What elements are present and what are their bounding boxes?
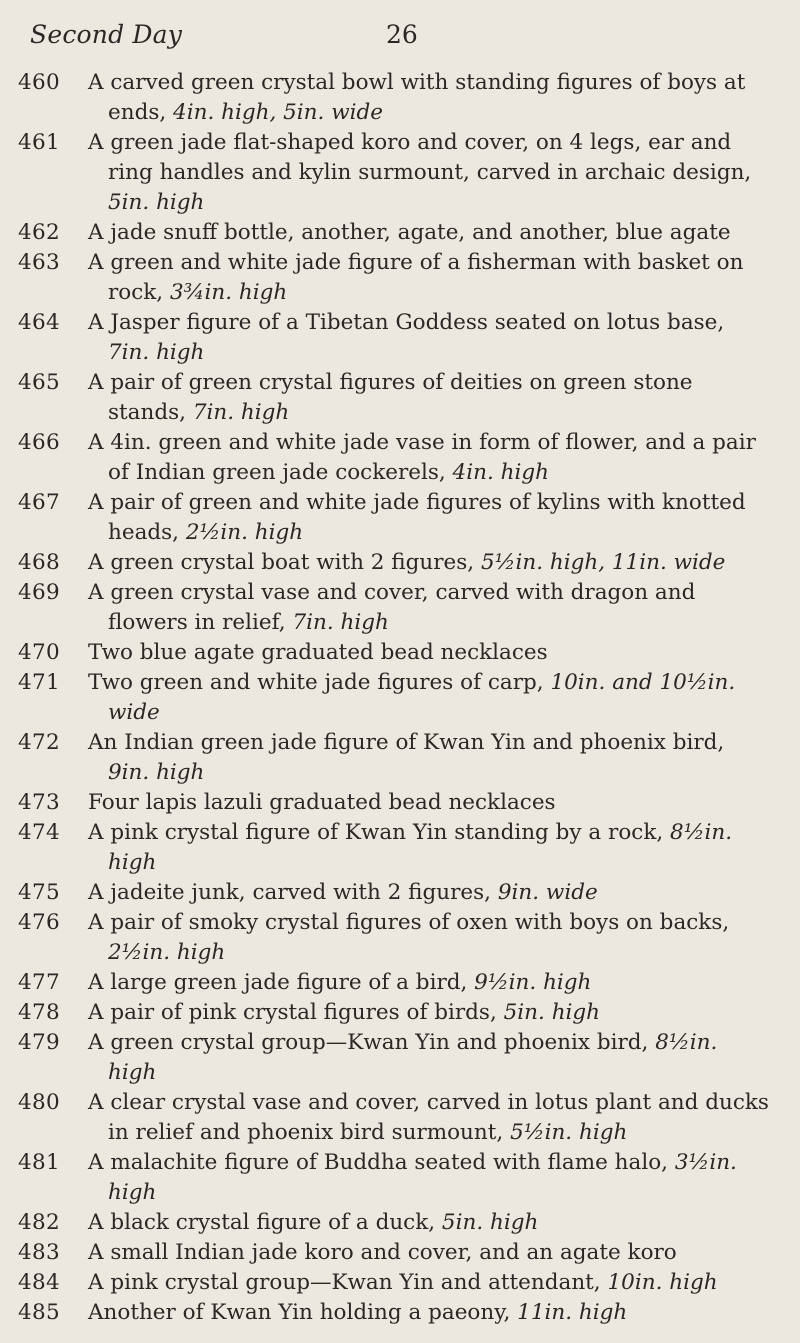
- lot-dimensions: 7in. high: [192, 400, 290, 425]
- lot-entry: [0, 248, 770, 308]
- lot-text: A black crystal figure of a duck,: [88, 1210, 442, 1235]
- lot-text: A carved green crystal bowl with standing figures of boys at ends,: [88, 70, 746, 125]
- lot-text: A pair of green and white jade figures of kylins with knotted heads,: [88, 490, 746, 545]
- lot-text: A clear crystal vase and cover, carved in lotus plant and ducks in relief and phoenix bird surmount,: [88, 1090, 769, 1145]
- lot-description: [88, 128, 770, 218]
- lot-dimensions: 5in. high: [108, 190, 205, 215]
- lot-number: 472: [18, 730, 60, 755]
- lot-dimensions: 8½in. high: [108, 1030, 718, 1085]
- lot-number: 463: [18, 250, 60, 275]
- lot-entry: [0, 428, 770, 488]
- lot-dimensions: 2½in. high: [185, 520, 304, 545]
- lot-number: 479: [18, 1030, 60, 1055]
- lot-number: 485: [18, 1300, 60, 1325]
- lot-dimensions: 8½in. high: [108, 820, 733, 875]
- lot-number: 468: [18, 550, 60, 575]
- lot-entry: [0, 878, 770, 908]
- lot-entry: [0, 488, 770, 548]
- lot-entry: [0, 998, 770, 1028]
- lot-dimensions: 3½in. high: [108, 1150, 737, 1205]
- lot-description: [88, 1268, 770, 1298]
- lot-dimensions: 4in. high: [452, 460, 549, 485]
- lot-dimensions: 5½in. high: [510, 1120, 628, 1145]
- lot-list: [0, 68, 770, 1328]
- lot-entry: [0, 308, 770, 368]
- lot-text: A pair of smoky crystal figures of oxen with boys on backs,: [88, 910, 730, 935]
- lot-text: Two green and white jade figures of carp,: [88, 670, 551, 695]
- lot-text: A green jade flat-shaped koro and cover, on 4 legs, ear and ring handles and kylin surmount, carved in archaic design,: [88, 130, 752, 185]
- lot-number: 482: [18, 1210, 60, 1235]
- lot-number: 480: [18, 1090, 60, 1115]
- lot-text: A jade snuff bottle, another, agate, and another, blue agate: [88, 220, 731, 245]
- lot-description: [88, 1148, 770, 1208]
- lot-dimensions: 9in. wide: [497, 880, 598, 905]
- lot-entry: [0, 1208, 770, 1238]
- lot-text: A pink crystal figure of Kwan Yin standing by a rock,: [88, 820, 671, 845]
- lot-description: [88, 908, 770, 968]
- lot-number: 471: [18, 670, 60, 695]
- lot-description: [88, 578, 770, 638]
- lot-number: 477: [18, 970, 60, 995]
- lot-entry: [0, 668, 770, 728]
- lot-dimensions: 10in. high: [607, 1270, 718, 1295]
- lot-description: [88, 368, 770, 428]
- lot-entry: [0, 1268, 770, 1298]
- lot-description: [88, 728, 770, 788]
- lot-number: 460: [18, 70, 60, 95]
- lot-number: 484: [18, 1270, 60, 1295]
- lot-dimensions: 10in. and 10½in. wide: [108, 670, 736, 725]
- lot-dimensions: 5in. high: [441, 1210, 539, 1235]
- lot-number: 469: [18, 580, 60, 605]
- lot-number: 481: [18, 1150, 60, 1175]
- lot-description: [88, 1088, 770, 1148]
- lot-description: [88, 248, 770, 308]
- lot-dimensions: 11in. high: [517, 1300, 628, 1325]
- lot-dimensions: 7in. high: [292, 610, 389, 635]
- lot-number: 473: [18, 790, 60, 815]
- section-title: Second Day: [30, 20, 183, 49]
- lot-description: [88, 428, 770, 488]
- lot-entry: [0, 368, 770, 428]
- lot-number: 467: [18, 490, 60, 515]
- lot-text: Four lapis lazuli graduated bead necklaces: [88, 790, 556, 815]
- lot-number: 461: [18, 130, 60, 155]
- lot-entry: [0, 578, 770, 638]
- lot-text: A malachite figure of Buddha seated with flame halo,: [88, 1150, 675, 1175]
- lot-dimensions: 2½in. high: [108, 940, 226, 965]
- lot-entry: [0, 638, 770, 668]
- lot-entry: [0, 908, 770, 968]
- lot-text: A pair of pink crystal figures of birds,: [88, 1000, 504, 1025]
- lot-text: A 4in. green and white jade vase in form of flower, and a pair of Indian green jade cockerels,: [88, 430, 756, 485]
- lot-number: 462: [18, 220, 60, 245]
- lot-description: [88, 968, 770, 998]
- lot-description: [88, 638, 770, 668]
- lot-text: A Jasper figure of a Tibetan Goddess seated on lotus base,: [88, 310, 725, 335]
- lot-description: [88, 218, 770, 248]
- lot-description: [88, 308, 770, 368]
- lot-dimensions: 9½in. high: [474, 970, 592, 995]
- lot-number: 464: [18, 310, 60, 335]
- lot-entry: [0, 788, 770, 818]
- lot-dimensions: 4in. high, 5in. wide: [173, 100, 383, 125]
- lot-text: A pink crystal group—Kwan Yin and attendant,: [88, 1270, 608, 1295]
- lot-dimensions: 3¾in. high: [169, 280, 288, 305]
- lot-description: [88, 1238, 770, 1268]
- lot-description: [88, 878, 770, 908]
- lot-entry: [0, 1028, 770, 1088]
- lot-text: A green crystal vase and cover, carved with dragon and flowers in relief,: [88, 580, 696, 635]
- lot-entry: [0, 1148, 770, 1208]
- lot-number: 478: [18, 1000, 60, 1025]
- lot-text: A large green jade figure of a bird,: [88, 970, 475, 995]
- lot-description: [88, 488, 770, 548]
- lot-number: 466: [18, 430, 60, 455]
- lot-text: A green and white jade figure of a fisherman with basket on rock,: [88, 250, 744, 305]
- lot-text: A green crystal group—Kwan Yin and phoenix bird,: [88, 1030, 656, 1055]
- lot-description: [88, 818, 770, 878]
- lot-description: [88, 1028, 770, 1088]
- lot-text: A small Indian jade koro and cover, and an agate koro: [88, 1240, 677, 1265]
- lot-text: A jadeite junk, carved with 2 figures,: [88, 880, 498, 905]
- lot-description: [88, 1208, 770, 1238]
- page-header: [0, 20, 770, 56]
- lot-dimensions: 7in. high: [108, 340, 205, 365]
- lot-entry: [0, 1088, 770, 1148]
- lot-description: [88, 548, 770, 578]
- lot-number: 476: [18, 910, 60, 935]
- lot-text: A pair of green crystal figures of deities on green stone stands,: [88, 370, 693, 425]
- lot-entry: [0, 128, 770, 218]
- lot-dimensions: 5½in. high, 11in. wide: [480, 550, 726, 575]
- lot-entry: [0, 548, 770, 578]
- lot-text: A green crystal boat with 2 figures,: [88, 550, 481, 575]
- lot-entry: [0, 218, 770, 248]
- lot-text: Another of Kwan Yin holding a paeony,: [88, 1300, 518, 1325]
- lot-entry: [0, 1298, 770, 1328]
- lot-number: 474: [18, 820, 60, 845]
- lot-entry: [0, 1238, 770, 1268]
- lot-number: 483: [18, 1240, 60, 1265]
- lot-dimensions: 9in. high: [108, 760, 205, 785]
- lot-entry: [0, 728, 770, 788]
- lot-number: 465: [18, 370, 60, 395]
- lot-description: [88, 998, 770, 1028]
- lot-entry: [0, 818, 770, 878]
- lot-description: [88, 668, 770, 728]
- lot-number: 470: [18, 640, 60, 665]
- lot-description: [88, 1298, 770, 1328]
- lot-description: [88, 68, 770, 128]
- lot-description: [88, 788, 770, 818]
- lot-entry: [0, 68, 770, 128]
- lot-dimensions: 5in. high: [503, 1000, 601, 1025]
- lot-number: 475: [18, 880, 60, 905]
- lot-text: Two blue agate graduated bead necklaces: [88, 640, 548, 665]
- lot-text: An Indian green jade figure of Kwan Yin and phoenix bird,: [88, 730, 725, 755]
- lot-entry: [0, 968, 770, 998]
- page-number: 26: [386, 20, 418, 49]
